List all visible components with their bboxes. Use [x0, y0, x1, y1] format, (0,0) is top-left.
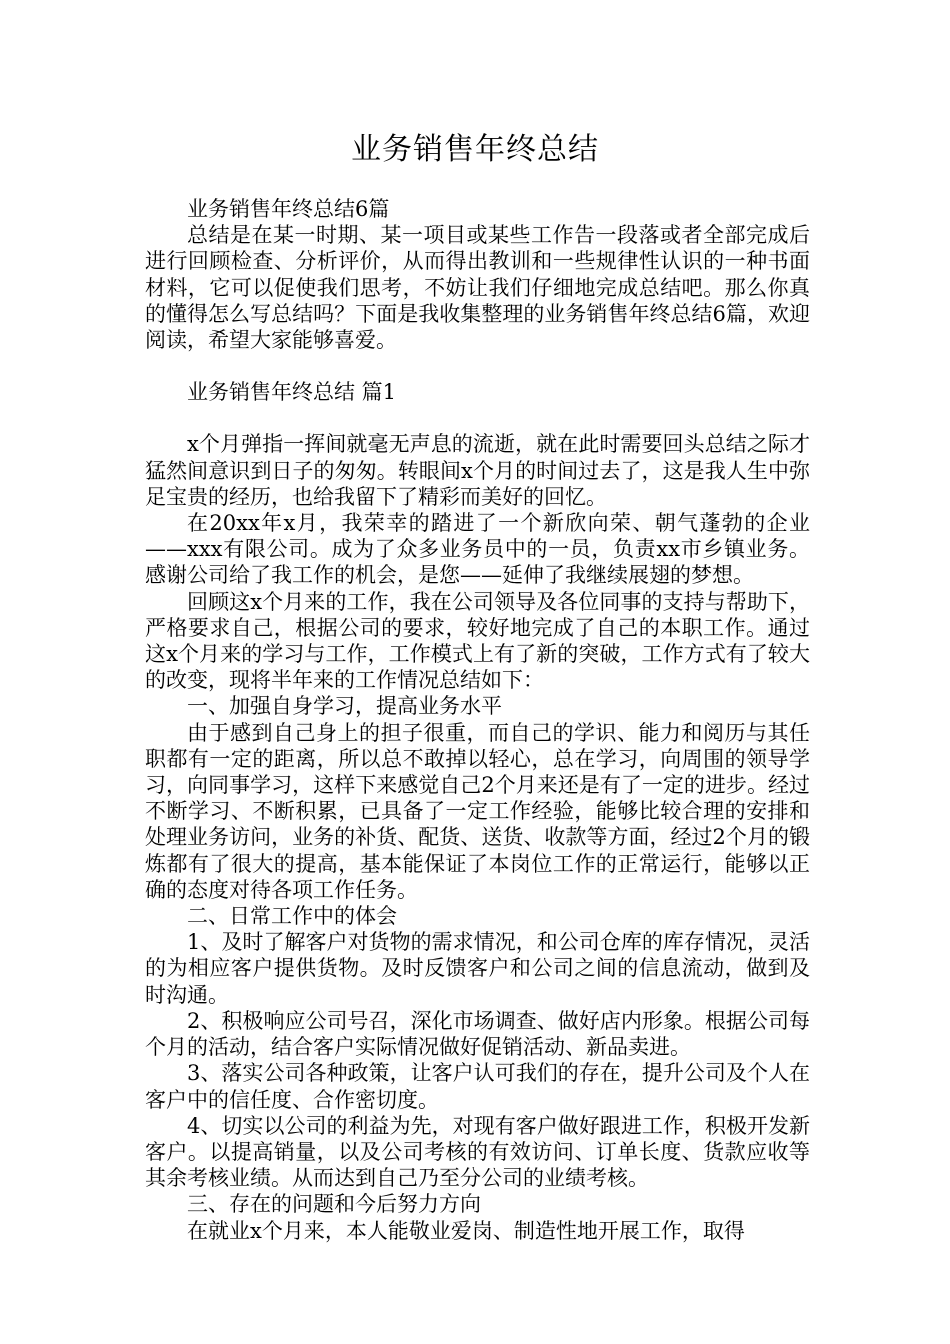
body-paragraph: 回顾这x个月来的工作，我在公司领导及各位同事的支持与帮助下，严格要求自己，根据公司的要求，较好地完成了自己的本职工作。通过这x个月来的学习与工作，工作模式上有了新的突破，工作方式有了较大的改变，现将半年来的工作情况总结如下：	[145, 589, 810, 693]
list-paragraph: 1、及时了解客户对货物的需求情况，和公司仓库的库存情况，灵活的为相应客户提供货物。及时反馈客户和公司之间的信息流动，做到及时沟通。	[145, 930, 810, 1007]
blank-line	[145, 353, 810, 379]
list-paragraph: 2、积极响应公司号召，深化市场调查、做好店内形象。根据公司每个月的活动，结合客户实际情况做好促销活动、新品卖进。	[145, 1008, 810, 1060]
body-paragraph: 在20xx年x月，我荣幸的踏进了一个新欣向荣、朝气蓬勃的企业——xxx有限公司。成为了众多业务员中的一员，负责xx市乡镇业务。感谢公司给了我工作的机会，是您——延伸了我继续展翅的梦想。	[145, 511, 810, 588]
body-paragraph: 在就业x个月来，本人能敬业爱岗、制造性地开展工作，取得	[187, 1218, 745, 1243]
body-paragraph: x个月弹指一挥间就毫无声息的流逝，就在此时需要回头总结之际才猛然间意识到日子的匆匆。转眼间x个月的时间过去了，这是我人生中弥足宝贵的经历，也给我留下了精彩而美好的回忆。	[145, 432, 810, 509]
section-heading: 一、加强自身学习，提高业务水平	[187, 694, 502, 719]
body-paragraph: 由于感到自己身上的担子很重，而自己的学识、能力和阅历与其任职都有一定的距离，所以总不敢掉以轻心，总在学习，向周围的领导学习，向同事学习，这样下来感觉自己2个月来还是有了一定的进步。经过不断学习、不断积累，已具备了一定工作经验，能够比较合理的安排和处理业务访问，业务的补货、配货、送货、收款等方面，经过2个月的锻炼都有了很大的提高，基本能保证了本岗位工作的正常运行，能够以正确的态度对待各项工作任务。	[145, 720, 810, 902]
subtitle-paragraph: 业务销售年终总结6篇	[187, 197, 390, 221]
intro-paragraph: 总结是在某一时期、某一项目或某些工作告一段落或者全部完成后进行回顾检查、分析评价，从而得出教训和一些规律性认识的一种书面材料，它可以促使我们思考，不妨让我们仔细地完成总结吧。那么你真的懂得怎么写总结吗？下面是我收集整理的业务销售年终总结6篇，欢迎阅读，希望大家能够喜爱。	[145, 223, 810, 353]
list-paragraph: 3、落实公司各种政策，让客户认可我们的存在，提升公司及个人在客户中的信任度、合作密切度。	[145, 1061, 810, 1112]
blank-line	[145, 405, 810, 431]
section-heading: 二、日常工作中的体会	[187, 904, 397, 929]
document-title: 业务销售年终总结	[351, 132, 599, 167]
list-paragraph: 4、切实以公司的利益为先，对现有客户做好跟进工作，积极开发新客户。以提高销量，以及公司考核的有效访问、订单长度、货款应收等其余考核业绩。从而达到自己乃至分公司的业绩考核。	[145, 1113, 810, 1191]
section-heading: 三、存在的问题和今后努力方向	[187, 1192, 481, 1217]
section-heading-part1: 业务销售年终总结 篇1	[187, 380, 397, 405]
document-body	[145, 196, 810, 1244]
